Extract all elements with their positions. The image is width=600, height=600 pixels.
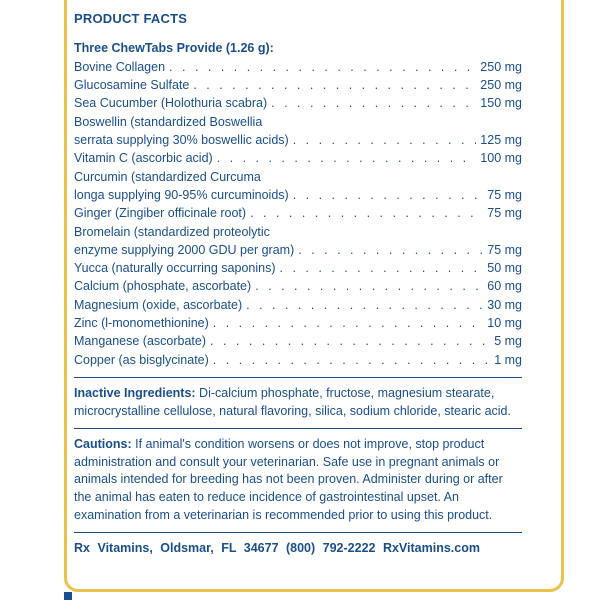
ingredient-amount: 60 mg — [487, 279, 522, 294]
ingredient-name: Manganese (ascorbate) — [74, 334, 207, 349]
ingredient-amount: 150 mg — [480, 96, 522, 111]
ingredient-amount: 250 mg — [480, 78, 522, 93]
ingredient-row — [74, 278, 522, 296]
serving-size: Three ChewTabs Provide (1.26 g): — [74, 41, 274, 55]
ingredient-name: Bovine Collagen — [74, 59, 166, 74]
ingredient-row — [74, 204, 522, 222]
cautions-text: If animal's condition worsens or does not improve, stop product administration and consult your veterinarian. Safe use in pregnant animals or animals intended for breeding has not been proven. Administer during or after the animal has eaten to reduce incidence of gastrointestinal upset. An examination from a veterinarian is recommended prior to using this product. — [74, 437, 503, 522]
ingredient-amount: 75 mg — [487, 206, 522, 221]
dot-leader — [293, 132, 477, 150]
ingredient-amount: 75 mg — [487, 242, 522, 257]
inactive-label: Inactive Ingredients: — [74, 386, 196, 401]
inactive-text: Di-calcium phosphate, fructose, magnesium stearate, microcrystalline cellulose, natural flavoring, silica, sodium chloride, stearic acid. — [74, 386, 511, 418]
ingredient-row — [74, 332, 522, 350]
ingredient-line — [74, 278, 522, 296]
divider — [74, 377, 522, 378]
ingredient-name: Vitamin C (ascorbic acid) — [74, 151, 213, 166]
dot-leader — [213, 352, 490, 370]
cautions-label: Cautions: — [74, 437, 132, 452]
ingredient-line — [74, 76, 522, 94]
ingredient-row — [74, 351, 522, 369]
ingredient-name: Copper (as bisglycinate) — [74, 352, 209, 367]
dot-leader — [169, 59, 476, 77]
divider — [74, 428, 522, 429]
ingredient-row — [74, 76, 522, 94]
ingredient-line — [74, 95, 522, 113]
ingredient-row — [74, 296, 522, 314]
ingredient-name: Magnesium (oxide, ascorbate) — [74, 297, 243, 312]
corner-accent — [64, 592, 72, 600]
ingredient-name: enzyme supplying 2000 GDU per gram) — [74, 242, 295, 257]
ingredient-amount: 100 mg — [480, 151, 522, 166]
ingredient-amount: 75 mg — [487, 187, 522, 202]
dot-leader — [255, 278, 483, 296]
ingredient-name: Glucosamine Sulfate — [74, 78, 190, 93]
dot-leader — [271, 95, 476, 113]
ingredient-name: serrata supplying 30% boswellic acids) — [74, 132, 289, 147]
ingredient-list — [74, 58, 522, 369]
ingredient-name: Zinc (l-monomethionine) — [74, 315, 209, 330]
ingredient-amount: 5 mg — [494, 334, 522, 349]
ingredient-line — [74, 332, 522, 350]
ingredient-amount: 1 mg — [494, 352, 522, 367]
ingredient-amount: 125 mg — [480, 132, 522, 147]
ingredient-row — [74, 223, 522, 260]
ingredient-amount: 250 mg — [480, 59, 522, 74]
dot-leader — [293, 187, 484, 205]
ingredient-name: Ginger (Zingiber officinale root) — [74, 206, 247, 221]
cautions — [74, 436, 522, 524]
ingredient-row — [74, 168, 522, 205]
ingredient-amount: 50 mg — [487, 261, 522, 276]
ingredient-line — [74, 296, 522, 314]
ingredient-name-line1: Bromelain (standardized proteolytic — [74, 224, 270, 239]
dot-leader — [217, 150, 477, 168]
inactive-ingredients — [74, 385, 522, 420]
dot-leader — [280, 260, 484, 278]
ingredient-name-line1: Curcumin (standardized Curcuma — [74, 169, 261, 184]
ingredient-line — [74, 259, 522, 277]
ingredient-line — [74, 131, 522, 149]
dot-leader — [210, 333, 490, 351]
dot-leader — [250, 205, 483, 223]
ingredient-name: Calcium (phosphate, ascorbate) — [74, 279, 252, 294]
dot-leader — [298, 242, 483, 260]
dot-leader — [213, 315, 483, 333]
ingredient-row — [74, 149, 522, 167]
ingredient-amount: 10 mg — [487, 315, 522, 330]
divider — [74, 532, 522, 533]
ingredient-name: Sea Cucumber (Holothuria scabra) — [74, 96, 268, 111]
manufacturer-info: Rx Vitamins, Oldsmar, FL 34677 (800) 792-2222 RxVitamins.com — [74, 541, 480, 556]
ingredient-line — [74, 186, 522, 204]
dot-leader — [246, 297, 483, 315]
ingredient-line — [74, 149, 522, 167]
ingredient-name: longa supplying 90-95% curcuminoids) — [74, 187, 289, 202]
ingredient-row — [74, 113, 522, 150]
ingredient-name-line1: Boswellin (standardized Boswellia — [74, 114, 263, 129]
product-facts-panel — [74, 8, 522, 558]
ingredient-row — [74, 58, 522, 76]
dot-leader — [193, 77, 476, 95]
ingredient-line — [74, 204, 522, 222]
panel-title: PRODUCT FACTS — [74, 11, 188, 26]
ingredient-row — [74, 259, 522, 277]
ingredient-name: Yucca (naturally occurring saponins) — [74, 261, 276, 276]
ingredient-line — [74, 314, 522, 332]
ingredient-line — [74, 58, 522, 76]
ingredient-amount: 30 mg — [487, 297, 522, 312]
ingredient-line — [74, 351, 522, 369]
ingredient-line — [74, 241, 522, 259]
ingredient-row — [74, 95, 522, 113]
ingredient-row — [74, 314, 522, 332]
